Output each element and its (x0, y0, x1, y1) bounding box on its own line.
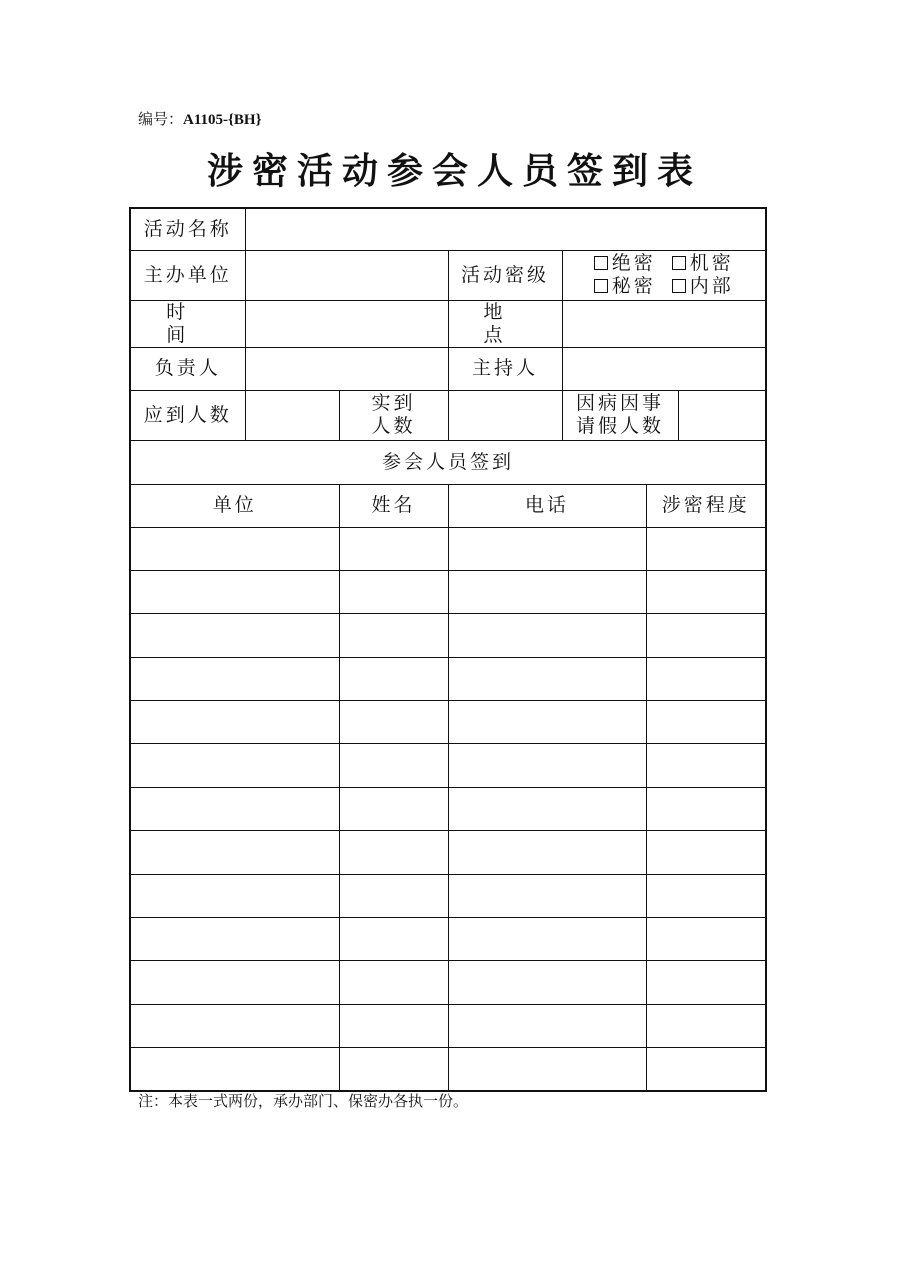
name-cell[interactable] (339, 570, 448, 613)
level-option-secret[interactable] (586, 275, 664, 298)
clearance-cell[interactable] (646, 787, 766, 830)
table-row (130, 874, 766, 917)
clearance-cell[interactable] (646, 570, 766, 613)
table-row (130, 570, 766, 613)
host-label: 主持人 (448, 347, 562, 390)
unit-cell[interactable] (130, 961, 339, 1004)
phone-cell[interactable] (448, 1048, 646, 1091)
name-cell[interactable] (339, 918, 448, 961)
signin-rows (130, 527, 766, 1091)
clearance-cell[interactable] (646, 961, 766, 1004)
time-label: 时 间 (130, 300, 245, 347)
activity-name-field[interactable] (245, 208, 766, 250)
level-label: 机密 (689, 252, 734, 274)
name-cell[interactable] (339, 831, 448, 874)
expected-count-label: 应到人数 (130, 390, 245, 440)
clearance-cell[interactable] (646, 874, 766, 917)
security-level-options (562, 250, 766, 300)
phone-cell[interactable] (448, 614, 646, 657)
unit-cell[interactable] (130, 1004, 339, 1047)
level-label: 秘密 (611, 275, 656, 297)
form-number-label: 编号： (138, 110, 184, 128)
clearance-cell[interactable] (646, 527, 766, 570)
organizer-field[interactable] (245, 250, 448, 300)
checkbox-icon[interactable] (672, 256, 686, 270)
unit-cell[interactable] (130, 787, 339, 830)
clearance-cell[interactable] (646, 1048, 766, 1091)
location-label: 地 点 (448, 300, 562, 347)
phone-cell[interactable] (448, 570, 646, 613)
actual-count-label (339, 390, 448, 440)
clearance-cell[interactable] (646, 918, 766, 961)
table-row (130, 744, 766, 787)
actual-count-field[interactable] (448, 390, 562, 440)
name-cell[interactable] (339, 1004, 448, 1047)
unit-cell[interactable] (130, 918, 339, 961)
table-row (130, 657, 766, 700)
phone-cell[interactable] (448, 701, 646, 744)
security-level-label: 活动密级 (448, 250, 562, 300)
name-cell[interactable] (339, 527, 448, 570)
table-row (130, 614, 766, 657)
unit-cell[interactable] (130, 1048, 339, 1091)
clearance-cell[interactable] (646, 831, 766, 874)
phone-cell[interactable] (448, 874, 646, 917)
host-field[interactable] (562, 347, 766, 390)
column-header-name: 姓名 (339, 484, 448, 527)
unit-cell[interactable] (130, 570, 339, 613)
phone-cell[interactable] (448, 961, 646, 1004)
level-option-top-secret[interactable] (586, 252, 664, 275)
name-cell[interactable] (339, 701, 448, 744)
phone-cell[interactable] (448, 527, 646, 570)
table-row (130, 831, 766, 874)
table-row (130, 1004, 766, 1047)
unit-cell[interactable] (130, 874, 339, 917)
unit-cell[interactable] (130, 657, 339, 700)
row-time-location (130, 300, 766, 347)
name-cell[interactable] (339, 874, 448, 917)
row-counts (130, 390, 766, 440)
row-activity-name (130, 208, 766, 250)
table-row (130, 918, 766, 961)
row-section-title (130, 440, 766, 484)
unit-cell[interactable] (130, 831, 339, 874)
clearance-cell[interactable] (646, 1004, 766, 1047)
name-cell[interactable] (339, 657, 448, 700)
row-persons (130, 347, 766, 390)
level-option-internal[interactable] (664, 275, 742, 298)
table-row (130, 701, 766, 744)
column-header-unit: 单位 (130, 484, 339, 527)
name-cell[interactable] (339, 614, 448, 657)
row-organizer (130, 250, 766, 300)
checkbox-icon[interactable] (672, 279, 686, 293)
location-field[interactable] (562, 300, 766, 347)
leave-count-label-line1: 因病因事 (575, 392, 664, 414)
name-cell[interactable] (339, 787, 448, 830)
phone-cell[interactable] (448, 918, 646, 961)
phone-cell[interactable] (448, 1004, 646, 1047)
form-number (138, 108, 262, 129)
table-row (130, 961, 766, 1004)
person-in-charge-field[interactable] (245, 347, 448, 390)
person-in-charge-label: 负责人 (130, 347, 245, 390)
level-label: 绝密 (611, 252, 656, 274)
unit-cell[interactable] (130, 744, 339, 787)
section-title: 参会人员签到 (130, 440, 766, 484)
clearance-cell[interactable] (646, 744, 766, 787)
footer-note: 注：本表一式两份，承办部门、保密办各执一份。 (138, 1092, 469, 1110)
name-cell[interactable] (339, 961, 448, 1004)
organizer-label: 主办单位 (130, 250, 245, 300)
unit-cell[interactable] (130, 614, 339, 657)
unit-cell[interactable] (130, 527, 339, 570)
leave-count-label-line2: 请假人数 (575, 415, 664, 437)
time-field[interactable] (245, 300, 448, 347)
form-number-value: A1105-{BH} (183, 112, 262, 128)
table-row (130, 787, 766, 830)
leave-count-label (562, 390, 678, 440)
checkbox-icon[interactable] (594, 279, 608, 293)
table-row (130, 527, 766, 570)
leave-count-field[interactable] (678, 390, 766, 440)
column-header-phone: 电话 (448, 484, 646, 527)
phone-cell[interactable] (448, 657, 646, 700)
actual-count-label-line2: 人数 (371, 415, 416, 437)
clearance-cell[interactable] (646, 701, 766, 744)
name-cell[interactable] (339, 1048, 448, 1091)
expected-count-field[interactable] (245, 390, 339, 440)
level-label: 内部 (689, 275, 734, 297)
level-option-confidential[interactable] (664, 252, 742, 275)
signin-header-row (130, 484, 766, 527)
unit-cell[interactable] (130, 701, 339, 744)
column-header-clearance: 涉密程度 (646, 484, 766, 527)
checkbox-icon[interactable] (594, 256, 608, 270)
page-title: 涉密活动参会人员签到表 (206, 150, 702, 192)
activity-name-label: 活动名称 (130, 208, 245, 250)
phone-cell[interactable] (448, 744, 646, 787)
phone-cell[interactable] (448, 787, 646, 830)
actual-count-label-line1: 实到 (371, 392, 416, 414)
table-row (130, 1048, 766, 1091)
name-cell[interactable] (339, 744, 448, 787)
phone-cell[interactable] (448, 831, 646, 874)
signin-form-table (129, 207, 767, 1092)
clearance-cell[interactable] (646, 657, 766, 700)
clearance-cell[interactable] (646, 614, 766, 657)
